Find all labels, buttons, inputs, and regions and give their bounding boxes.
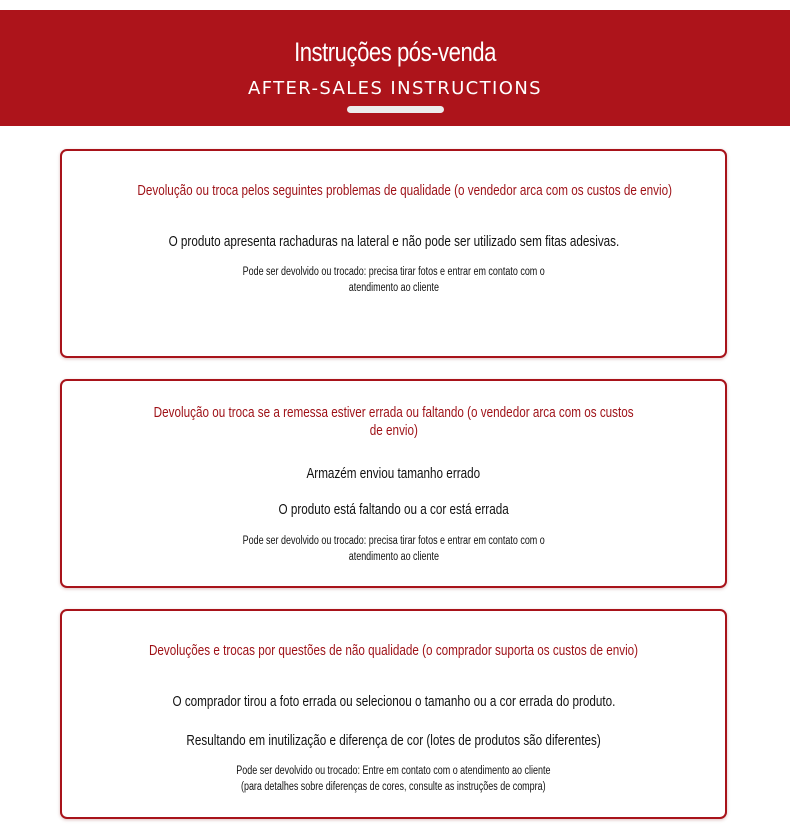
non-quality-issues-card	[60, 609, 727, 819]
card-heading-line-2: de envio)	[369, 422, 418, 439]
page-subtitle: AFTER-SALES INSTRUCTIONS	[247, 78, 543, 99]
card-note-line-1: Pode ser devolvido ou trocado: precisa tirar fotos e entrar em contato com o	[242, 535, 545, 547]
card-item: O produto está faltando ou a cor está errada	[278, 501, 509, 518]
card-item: O comprador tirou a foto errada ou selecionou o tamanho ou a cor errada do produto.	[172, 693, 615, 710]
card-heading: Devolução ou troca pelos seguintes problemas de qualidade (o vendedor arca com os custos de envio)	[137, 182, 673, 199]
card-note-line-2: atendimento ao cliente	[348, 551, 439, 563]
card-note-line-1: Pode ser devolvido ou trocado: precisa tirar fotos e entrar em contato com o	[242, 266, 545, 278]
page-title: Instruções pós-venda	[294, 37, 496, 67]
card-item: Armazém enviou tamanho errado	[306, 465, 481, 482]
wrong-shipment-card	[60, 379, 727, 588]
card-note-line-2: (para detalhes sobre diferenças de cores, consulte as instruções de compra)	[241, 781, 546, 793]
card-heading: Devoluções e trocas por questões de não qualidade (o comprador suporta os custos de envio)	[148, 642, 639, 659]
card-item: Resultando em inutilização e diferença de cor (lotes de produtos são diferentes)	[186, 732, 601, 749]
quality-issues-card	[60, 149, 727, 358]
card-note-line-1: Pode ser devolvido ou trocado: Entre em contato com o atendimento ao cliente	[236, 765, 551, 777]
card-heading-line-1: Devolução ou troca se a remessa estiver errada ou faltando (o vendedor arca com os custos	[153, 404, 634, 421]
card-item: O produto apresenta rachaduras na lateral e não pode ser utilizado sem fitas adesivas.	[168, 233, 619, 250]
title-underline	[347, 106, 444, 113]
header-banner	[0, 10, 790, 126]
card-note-line-2: atendimento ao cliente	[348, 282, 439, 294]
